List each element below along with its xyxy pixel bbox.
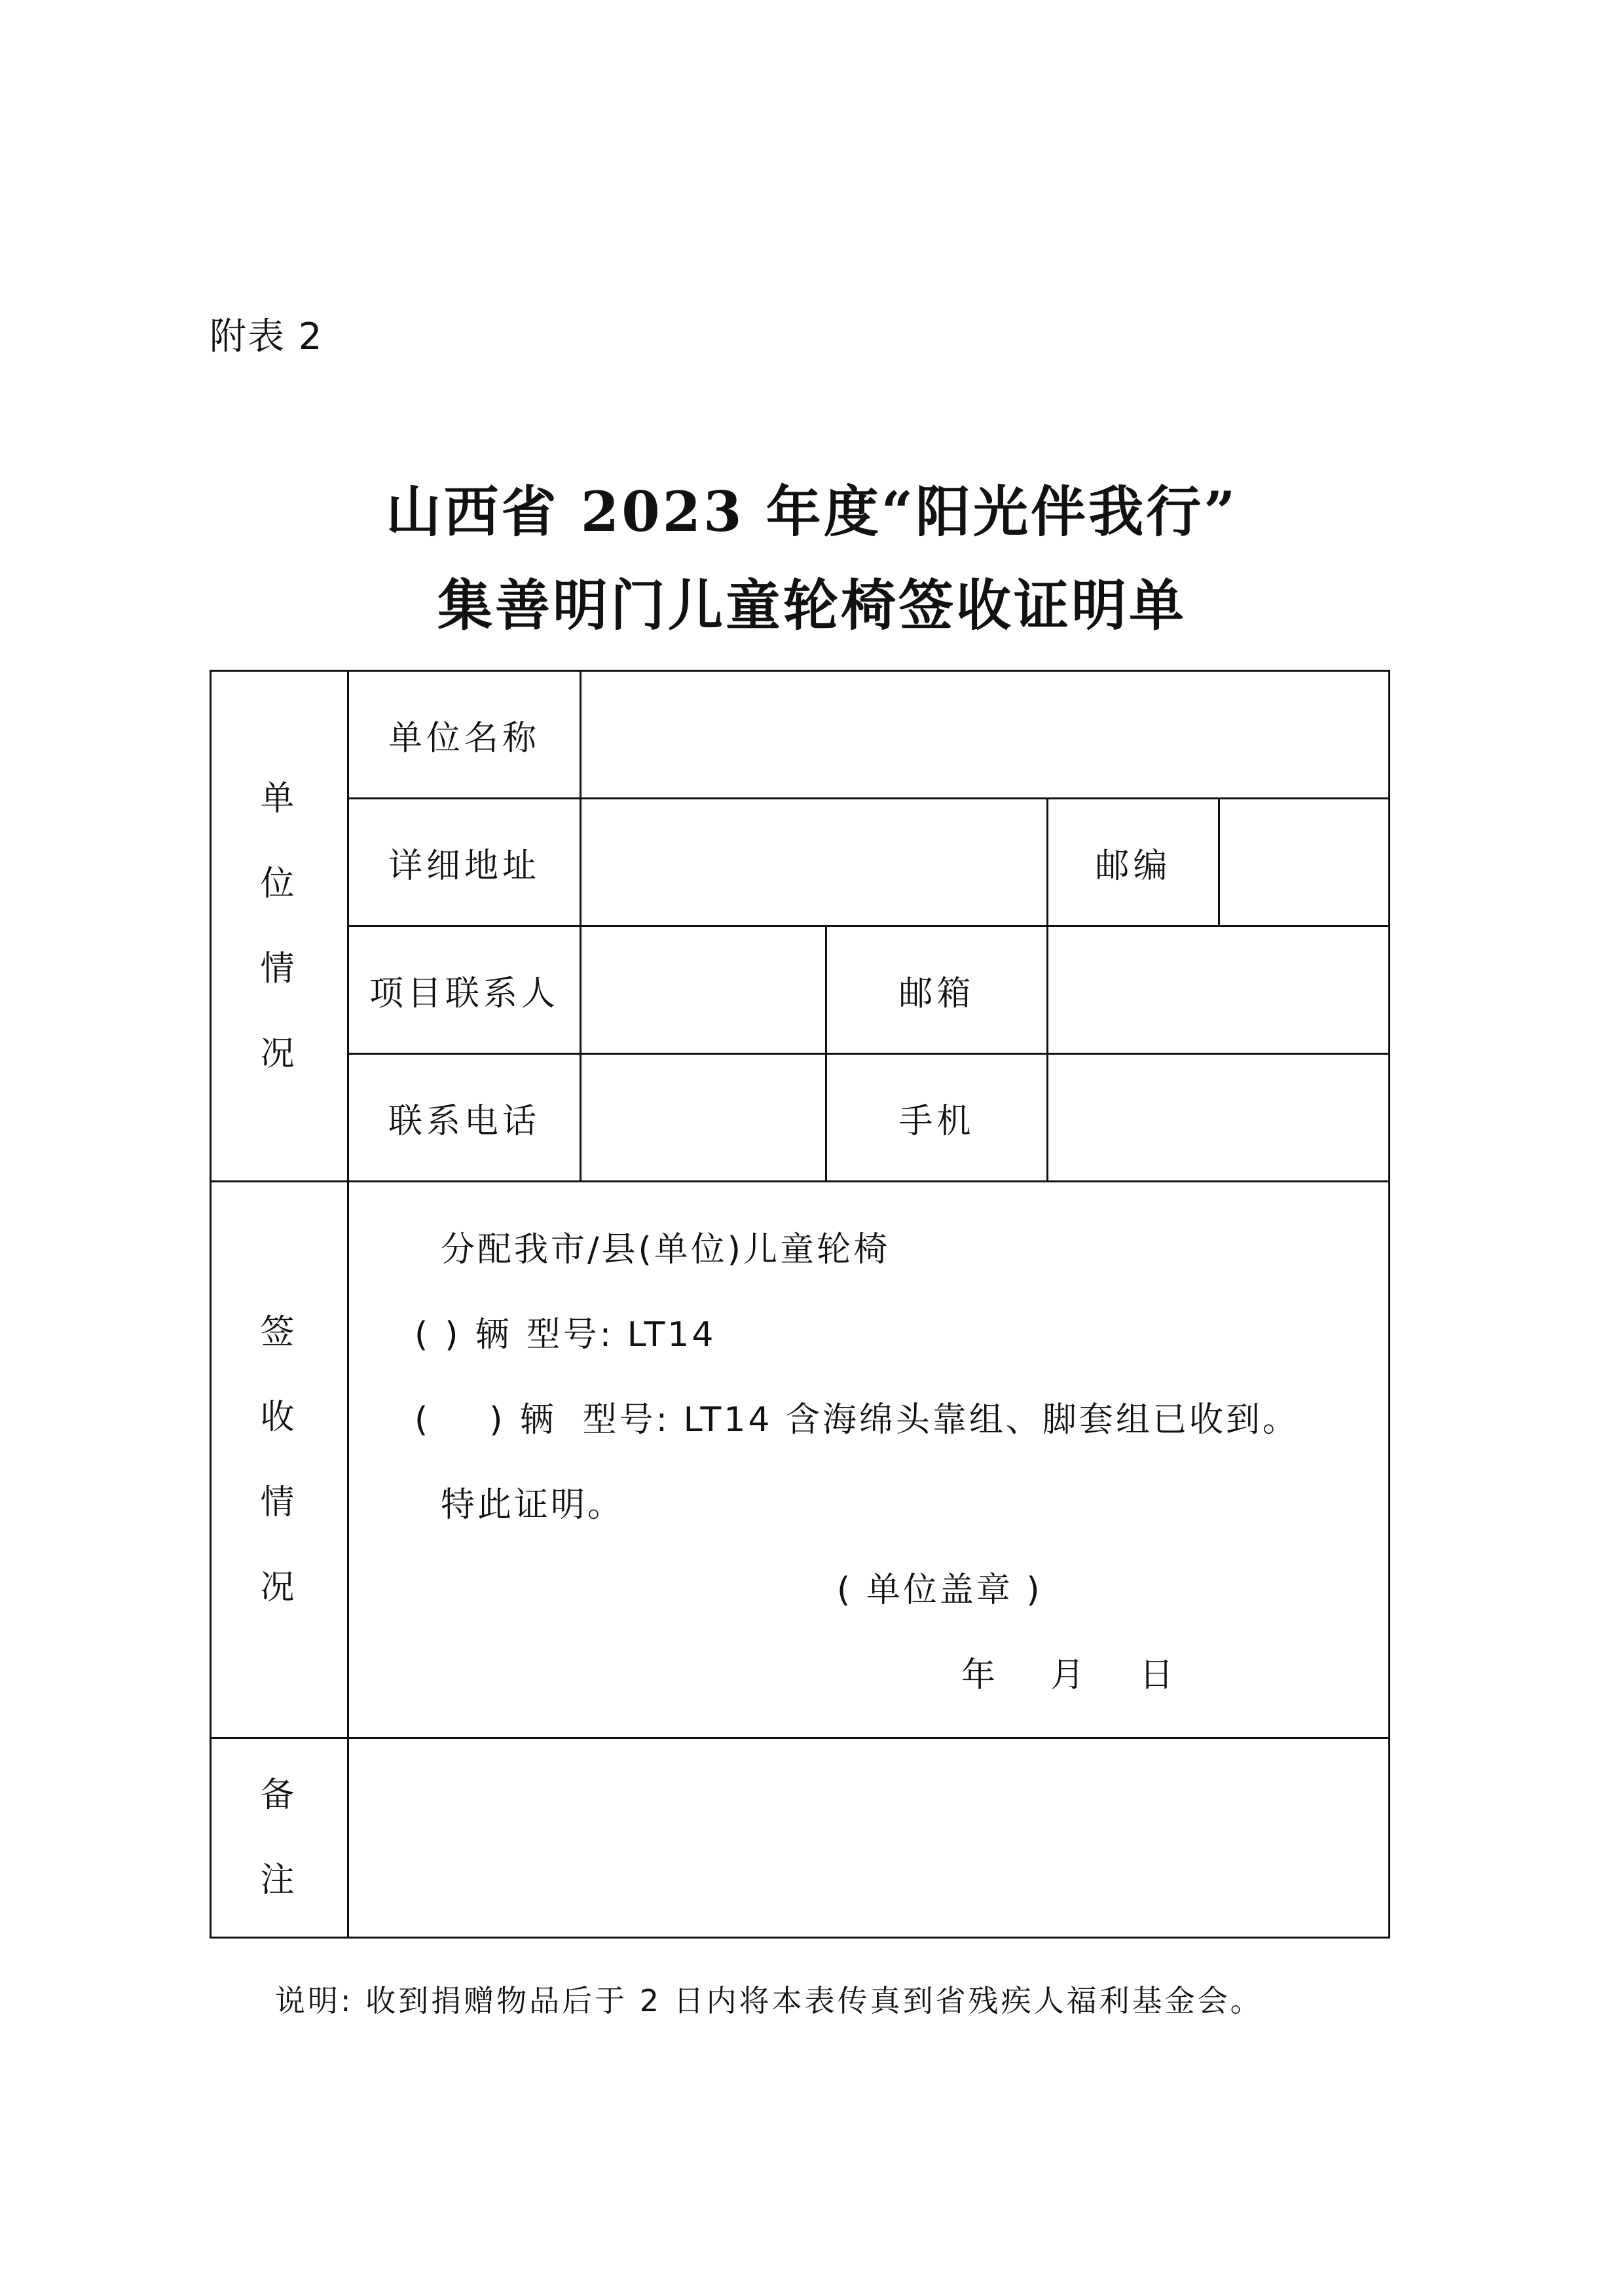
footnote: 说明: 收到捐赠物品后于 2 日内将本表传真到省残疾人福利基金会。 bbox=[275, 1983, 1263, 2018]
sign-content-cell bbox=[348, 1182, 1390, 1738]
row-sign bbox=[211, 1182, 1390, 1738]
sign-info-side-label: 签 收 情 况 bbox=[211, 1182, 348, 1738]
unit-name-label: 单位名称 bbox=[348, 671, 581, 799]
form-title-line-1: 山西省 2023 年度“阳光伴我行” bbox=[386, 479, 1238, 544]
allocation-text: 分配我市/县(单位)儿童轮椅 bbox=[441, 1230, 891, 1269]
row-phone bbox=[211, 1054, 1390, 1182]
address-field[interactable] bbox=[581, 799, 1048, 926]
postcode-field[interactable] bbox=[1219, 799, 1390, 926]
quantity-unit: 辆 bbox=[475, 1315, 512, 1355]
postcode-label: 邮编 bbox=[1048, 799, 1219, 926]
mobile-label: 手机 bbox=[826, 1054, 1048, 1182]
contact-label: 项目联系人 bbox=[348, 926, 581, 1054]
contact-field[interactable] bbox=[581, 926, 826, 1054]
form-title-line-2: 集善明门儿童轮椅签收证明单 bbox=[437, 573, 1187, 638]
row-remarks bbox=[211, 1738, 1390, 1938]
quantity-open-paren: ( bbox=[415, 1400, 431, 1440]
receipt-form-table bbox=[210, 670, 1390, 1939]
model-accessories-text: 型号: LT14 含海绵头靠组、脚套组已收到。 bbox=[582, 1400, 1299, 1440]
mobile-field[interactable] bbox=[1048, 1054, 1390, 1182]
certification-text: 特此证明。 bbox=[441, 1485, 625, 1525]
date-day-label: 日 bbox=[1139, 1655, 1177, 1695]
quantity-open-paren: ( bbox=[415, 1315, 431, 1355]
remarks-field[interactable] bbox=[348, 1738, 1390, 1938]
model-standard-text: 型号: LT14 bbox=[526, 1315, 716, 1355]
quantity-line-with-accessories bbox=[415, 1392, 1299, 1441]
appendix-label: 附表 2 bbox=[210, 316, 323, 358]
unit-name-field[interactable] bbox=[581, 671, 1390, 799]
phone-field[interactable] bbox=[581, 1054, 826, 1182]
remarks-side-label: 备 注 bbox=[211, 1738, 348, 1938]
seal-placeholder: ( 单位盖章 ) bbox=[837, 1570, 1043, 1610]
email-field[interactable] bbox=[1048, 926, 1390, 1054]
address-label: 详细地址 bbox=[348, 799, 581, 926]
quantity-line-standard bbox=[415, 1307, 716, 1356]
quantity-unit: 辆 bbox=[519, 1400, 557, 1440]
date-line bbox=[961, 1647, 1176, 1696]
row-unit-name bbox=[211, 671, 1390, 799]
row-contact bbox=[211, 926, 1390, 1054]
quantity-close-paren: ) bbox=[445, 1315, 461, 1355]
row-address bbox=[211, 799, 1390, 926]
unit-info-side-label: 单 位 情 况 bbox=[211, 671, 348, 1182]
email-label: 邮箱 bbox=[826, 926, 1048, 1054]
date-year-label: 年 bbox=[961, 1655, 999, 1695]
date-month-label: 月 bbox=[1050, 1655, 1088, 1695]
quantity-close-paren: ) bbox=[489, 1400, 506, 1440]
phone-label: 联系电话 bbox=[348, 1054, 581, 1182]
